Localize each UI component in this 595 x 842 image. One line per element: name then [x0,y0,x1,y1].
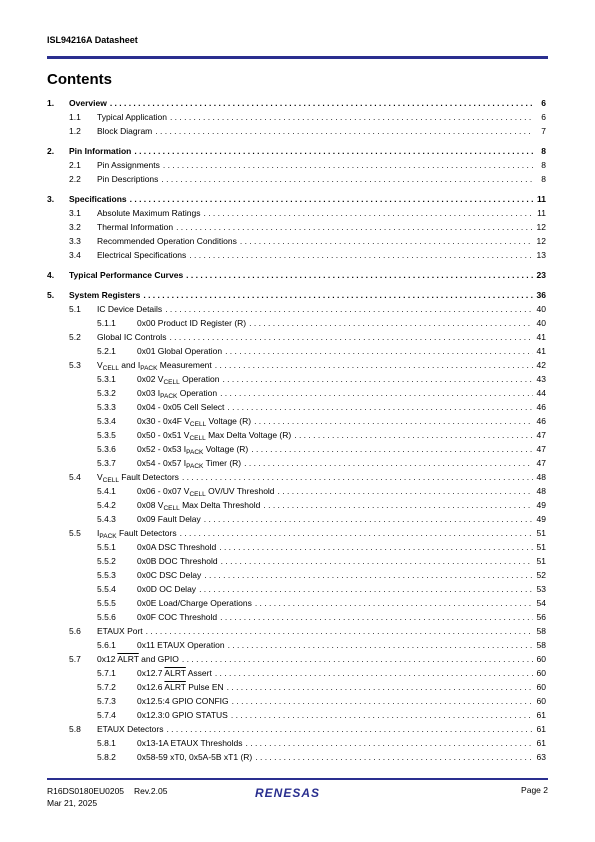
toc-entry[interactable] [47,124,546,138]
toc-entry[interactable] [47,610,546,624]
toc-entry-page: 47 [536,458,546,468]
toc-entry-number: 5.2 [69,332,81,342]
toc-entry[interactable] [47,234,546,248]
toc-entry-number: 5.7.4 [97,710,116,720]
toc-entry-page: 8 [541,146,546,156]
toc-entry-page: 58 [536,626,546,636]
toc-entry-page: 51 [536,528,546,538]
toc-entry-number: 5.4.1 [97,486,116,496]
toc-entry-title: Recommended Operation Conditions [97,236,237,246]
toc-entry-number: 5.5.6 [97,612,116,622]
toc-entry[interactable] [47,568,546,582]
toc-leader-dots [221,554,533,568]
toc-leader-dots [231,708,533,722]
toc-entry-page: 11 [537,208,546,218]
toc-entry-title: $I_{PACK}$ Fault Detectors [97,528,177,540]
subscript: CELL [102,365,119,372]
toc-entry-title: 0x03 $I_{PACK}$ Operation [137,388,218,400]
toc-entry-title: 0x54 - 0x57 $I_{PACK}$ Timer (R) [137,458,242,470]
toc-entry-number: 5.6.1 [97,640,116,650]
toc-entry[interactable] [47,512,546,526]
toc-entry[interactable] [47,582,546,596]
overline-text: ALRT [164,668,186,678]
toc-leader-dots [130,192,533,206]
toc-entry-number: 5.4.3 [97,514,116,524]
toc-leader-dots [215,666,533,680]
toc-leader-dots [155,124,533,138]
toc-leader-dots [189,248,533,262]
toc-entry-page: 48 [536,486,546,496]
toc-leader-dots [294,428,533,442]
toc-entry-title: Global IC Controls [97,332,167,342]
toc-entry-title: 0x04 - 0x05 Cell Select [137,402,225,412]
subscript: CELL [163,505,180,512]
toc-entry-number: 5.2.1 [97,346,116,356]
toc-entry-number: 5.3.7 [97,458,116,468]
toc-entry[interactable] [47,540,546,554]
toc-entry-page: 49 [536,500,546,510]
toc-entry-page: 13 [536,250,546,260]
toc-entry[interactable] [47,722,546,736]
toc-leader-dots [203,206,533,220]
toc-entry-title: 0x0E Load/Charge Operations [137,598,252,608]
toc-entry-page: 61 [536,710,546,720]
toc-entry-title: ETAUX Port [97,626,143,636]
toc-entry-number: 3.3 [69,236,81,246]
toc-entry-title: Electrical Specifications [97,250,187,260]
toc-entry-title: 0x0F COC Threshold [137,612,218,622]
toc-entry-title: 0x12.6 ALRT Pulse EN [137,682,224,692]
toc-entry-title: 0x0B DOC Threshold [137,556,218,566]
toc-leader-dots [227,680,533,694]
toc-entry[interactable] [47,344,546,358]
toc-entry-number: 2. [47,146,55,156]
subscript: CELL [102,477,119,484]
toc-entry[interactable] [47,638,546,652]
toc-entry-number: 2.1 [69,160,81,170]
toc-entry[interactable] [47,316,546,330]
toc-entry-title: 0x09 Fault Delay [137,514,201,524]
toc-entry[interactable] [47,652,546,666]
toc-entry-title: 0x12.3:0 GPIO STATUS [137,710,228,720]
toc-entry-number: 1.2 [69,126,81,136]
toc-entry-number: 5.5.4 [97,584,116,594]
toc-entry[interactable] [47,442,546,456]
toc-entry-number: 5.3.5 [97,430,116,440]
toc-entry[interactable] [47,386,546,400]
toc-entry-title: Thermal Information [97,222,174,232]
overline-text: ALRT [117,654,139,664]
toc-entry-page: 53 [536,584,546,594]
toc-leader-dots [169,330,533,344]
toc-entry-page: 60 [536,654,546,664]
toc-entry-page: 12 [536,222,546,232]
toc-entry-page: 56 [536,612,546,622]
toc-entry-page: 46 [536,416,546,426]
toc-entry-title: 0x12.5:4 GPIO CONFIG [137,696,229,706]
toc-entry[interactable] [47,736,546,750]
toc-entry[interactable] [47,372,546,386]
toc-leader-dots [143,288,533,302]
toc-entry[interactable] [47,624,546,638]
toc-entry-page: 8 [541,174,546,184]
toc-entry-page: 61 [536,724,546,734]
toc-entry[interactable] [47,666,546,680]
toc-entry[interactable] [47,498,546,512]
toc-entry-title: 0x06 - 0x07 $V_{CELL}$ OV/UV Threshold [137,486,275,498]
toc-entry-page: 60 [536,696,546,706]
toc-entry[interactable] [47,680,546,694]
toc-entry-number: 3.1 [69,208,81,218]
toc-entry-title: 0x30 - 0x4F $V_{CELL}$ Voltage (R) [137,416,252,428]
toc-entry-number: 5.5.5 [97,598,116,608]
toc-entry[interactable] [47,158,546,172]
toc-entry-page: 58 [536,640,546,650]
toc-entry-number: 5.3.3 [97,402,116,412]
header-rule [47,56,548,59]
toc-entry-number: 5.8 [69,724,81,734]
toc-entry-number: 5.1.1 [97,318,116,328]
toc-entry[interactable] [47,248,546,262]
toc-entry-number: 5.5 [69,528,81,538]
publish-date: Mar 21, 2025 [47,798,98,808]
toc-leader-dots [220,386,533,400]
toc-entry-page: 60 [536,668,546,678]
revision: Rev.2.05 [134,786,168,796]
subscript: PACK [160,393,178,400]
toc-entry-page: 46 [536,402,546,412]
toc-leader-dots [232,694,533,708]
toc-leader-dots [182,652,533,666]
toc-entry-number: 5.5.1 [97,542,116,552]
subscript: PACK [140,365,158,372]
toc-entry-page: 7 [541,126,546,136]
toc-entry-title: 0x11 ETAUX Operation [137,640,225,650]
toc-entry[interactable] [47,596,546,610]
toc-leader-dots [163,158,533,172]
toc-entry[interactable] [47,750,546,764]
toc-leader-dots [204,512,533,526]
page-number: Page 2 [521,785,548,795]
toc-entry-title: Block Diagram [97,126,153,136]
footer-rule [47,778,548,780]
toc-entry-title: 0x0D OC Delay [137,584,197,594]
toc-entry-page: 40 [536,304,546,314]
toc-entry-page: 23 [536,270,546,280]
toc-entry-number: 1.1 [69,112,81,122]
toc-entry-number: 5.1 [69,304,81,314]
toc-entry[interactable] [47,288,546,302]
toc-leader-dots [166,722,533,736]
toc-entry-page: 48 [536,472,546,482]
toc-entry-title: 0x0C DSC Delay [137,570,202,580]
toc-leader-dots [249,316,533,330]
toc-entry-page: 47 [536,430,546,440]
toc-entry-number: 5.3.1 [97,374,116,384]
toc-entry-title: 0x58-59 xT0, 0x5A-5B xT1 (R) [137,752,253,762]
toc-entry-number: 5.4.2 [97,500,116,510]
toc-entry-title: Specifications [69,194,127,204]
toc-entry-title: Absolute Maximum Ratings [97,208,201,218]
toc-entry-title: 0x13-1A ETAUX Thresholds [137,738,243,748]
toc-entry-page: 61 [536,738,546,748]
toc-leader-dots [251,442,533,456]
toc-entry[interactable] [47,268,546,282]
toc-entry-title: Overview [69,98,107,108]
toc-entry-page: 12 [536,236,546,246]
toc-entry-title: 0x0A DSC Threshold [137,542,217,552]
toc-entry-number: 3. [47,194,55,204]
toc-entry[interactable] [47,220,546,234]
toc-entry[interactable] [47,192,546,206]
toc-entry-title: ETAUX Detectors [97,724,164,734]
toc-entry-title: Typical Application [97,112,167,122]
toc-entry[interactable] [47,172,546,186]
toc-entry[interactable] [47,456,546,470]
toc-entry-title: Pin Descriptions [97,174,159,184]
toc-leader-dots [222,372,533,386]
toc-entry-page: 6 [541,98,546,108]
toc-entry-number: 2.2 [69,174,81,184]
toc-entry-title: Typical Performance Curves [69,270,184,280]
toc-entry-page: 54 [536,598,546,608]
toc-entry-number: 5.3.4 [97,416,116,426]
toc-entry-title: 0x52 - 0x53 $I_{PACK}$ Voltage (R) [137,444,249,456]
subscript: PACK [186,463,204,470]
toc-leader-dots [244,456,533,470]
subscript: CELL [189,491,206,498]
toc-entry-title: 0x02 $V_{CELL}$ Operation [137,374,220,386]
footer-info [47,785,167,809]
toc-leader-dots [227,400,533,414]
toc-entry-title: 0x08 $V_{CELL}$ Max Delta Threshold [137,500,261,512]
toc-entry-title: 0x12 ALRT and GPIO [97,654,179,664]
document-title: ISL94216A Datasheet [47,35,138,45]
toc-entry-page: 49 [536,514,546,524]
toc-entry[interactable] [47,110,546,124]
toc-entry-number: 5.6 [69,626,81,636]
subscript: CELL [189,421,207,428]
toc-entry-page: 52 [536,570,546,580]
toc-leader-dots [182,470,533,484]
toc-entry-page: 43 [536,374,546,384]
toc-entry-number: 5.5.3 [97,570,116,580]
toc-leader-dots [186,268,533,282]
toc-entry[interactable] [47,526,546,540]
toc-leader-dots [161,172,533,186]
toc-entry[interactable] [47,144,546,158]
toc-entry-page: 63 [536,752,546,762]
toc-leader-dots [165,302,533,316]
toc-entry-number: 1. [47,98,55,108]
toc-entry[interactable] [47,554,546,568]
toc-entry-page: 51 [536,556,546,566]
document-id: R16DS0180EU0205 [47,786,125,796]
toc-entry-page: 8 [541,160,546,170]
subscript: PACK [99,533,117,540]
table-of-contents [47,96,546,764]
toc-entry-title: 0x12.7 ALRT Assert [137,668,212,678]
toc-leader-dots [228,638,533,652]
toc-entry[interactable] [47,470,546,484]
toc-entry[interactable] [47,96,546,110]
toc-entry-page: 41 [536,346,546,356]
toc-entry-number: 4. [47,270,55,280]
toc-entry-page: 40 [536,318,546,328]
subscript: CELL [189,435,206,442]
toc-entry-number: 5.7.1 [97,668,116,678]
toc-entry-page: 51 [536,542,546,552]
toc-entry-page: 36 [536,290,546,300]
toc-entry-title: IC Device Details [97,304,163,314]
toc-leader-dots [254,414,533,428]
toc-leader-dots [246,736,533,750]
subscript: PACK [186,449,204,456]
toc-entry[interactable] [47,484,546,498]
toc-leader-dots [180,526,533,540]
toc-entry-number: 5.4 [69,472,81,482]
toc-entry-number: 5.3.6 [97,444,116,454]
toc-leader-dots [219,540,533,554]
toc-entry-title: 0x50 - 0x51 $V_{CELL}$ Max Delta Voltage (R) [137,430,292,442]
toc-entry-number: 5.7 [69,654,81,664]
toc-entry[interactable] [47,708,546,722]
toc-entry-title: 0x00 Product ID Register (R) [137,318,247,328]
overline-text: ALRT [164,682,186,692]
toc-entry-number: 5.5.2 [97,556,116,566]
toc-entry-page: 47 [536,444,546,454]
toc-leader-dots [263,498,533,512]
toc-leader-dots [110,96,533,110]
toc-entry-page: 42 [536,360,546,370]
toc-entry[interactable] [47,428,546,442]
toc-entry-title: $V_{CELL}$ Fault Detectors [97,472,179,484]
toc-entry[interactable] [47,694,546,708]
toc-entry-number: 5.8.1 [97,738,116,748]
toc-entry-number: 5. [47,290,55,300]
toc-entry-page: 60 [536,682,546,692]
toc-entry-title: Pin Information [69,146,132,156]
toc-leader-dots [255,596,533,610]
toc-leader-dots [278,484,533,498]
renesas-logo: RENESAS [255,786,321,800]
toc-entry[interactable] [47,414,546,428]
toc-entry-number: 5.3.2 [97,388,116,398]
toc-leader-dots [240,234,533,248]
toc-entry[interactable] [47,330,546,344]
toc-entry-number: 3.2 [69,222,81,232]
toc-leader-dots [176,220,533,234]
toc-leader-dots [215,358,533,372]
contents-heading: Contents [47,71,112,88]
toc-entry-number: 5.8.2 [97,752,116,762]
toc-entry-title: System Registers [69,290,141,300]
toc-entry-page: 6 [541,112,546,122]
toc-entry-number: 5.7.2 [97,682,116,692]
toc-entry-page: 11 [537,194,546,204]
toc-entry[interactable] [47,400,546,414]
toc-leader-dots [225,344,533,358]
toc-leader-dots [199,582,533,596]
toc-entry-title: Pin Assignments [97,160,160,170]
toc-leader-dots [204,568,533,582]
toc-entry[interactable] [47,358,546,372]
toc-entry-number: 3.4 [69,250,81,260]
toc-entry-title: $V_{CELL}$ and $I_{PACK}$ Measurement [97,360,212,372]
toc-leader-dots [220,610,533,624]
toc-entry-number: 5.3 [69,360,81,370]
toc-entry[interactable] [47,206,546,220]
toc-entry-title: 0x01 Global Operation [137,346,223,356]
subscript: CELL [163,379,180,386]
toc-entry-number: 5.7.3 [97,696,116,706]
toc-entry-page: 44 [536,388,546,398]
toc-leader-dots [146,624,533,638]
toc-entry-page: 41 [536,332,546,342]
toc-leader-dots [170,110,533,124]
toc-leader-dots [134,144,533,158]
toc-entry[interactable] [47,302,546,316]
toc-leader-dots [255,750,533,764]
